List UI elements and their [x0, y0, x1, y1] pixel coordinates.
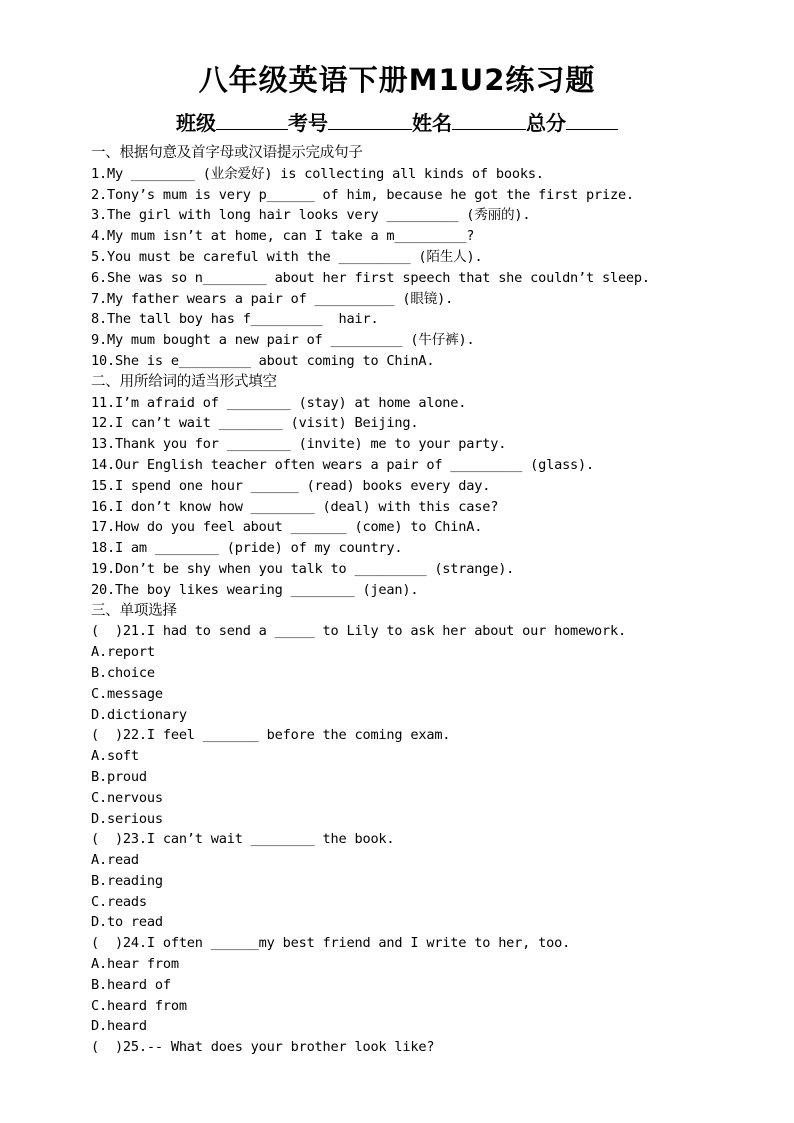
question-item: ( )21.I had to send a _____ to Lily to ask her about our homework.: [91, 623, 626, 640]
answer-option: A.read: [91, 852, 139, 869]
question-item: 15.I spend one hour ______ (read) books every day.: [91, 477, 491, 494]
answer-option: C.nervous: [91, 789, 163, 806]
answer-option: C.message: [91, 685, 163, 702]
question-item: 19.Don’t be shy when you talk to _________ (strange).: [91, 560, 515, 577]
answer-option: C.reads: [91, 893, 147, 910]
question-item: 17.How do you feel about _______ (come) to ChinA.: [91, 519, 483, 536]
question-item: 10.She is e_________ about coming to ChinA.: [91, 352, 435, 369]
student-info-row: [0, 109, 794, 137]
exercise-body: [91, 143, 781, 1058]
answer-option: A.hear from: [91, 956, 179, 973]
name-blank: [452, 109, 526, 130]
number-blank: [328, 109, 412, 130]
class-blank: [216, 109, 288, 130]
question-item: 9.My mum bought a new pair of _________ (牛仔裤).: [91, 332, 475, 349]
question-item: 5.You must be careful with the _________ (陌生人).: [91, 248, 483, 265]
number-label: 考号: [288, 111, 328, 135]
question-item: 14.Our English teacher often wears a pair of _________ (glass).: [91, 456, 595, 473]
question-item: 12.I can’t wait ________ (visit) Beijing.: [91, 415, 419, 432]
answer-option: A.report: [91, 644, 155, 661]
question-item: 1.My ________ (业余爱好) is collecting all kinds of books.: [91, 165, 544, 182]
answer-option: D.to read: [91, 914, 163, 931]
score-blank: [566, 109, 618, 130]
question-item: 16.I don’t know how ________ (deal) with this case?: [91, 498, 499, 515]
question-item: ( )23.I can’t wait ________ the book.: [91, 831, 395, 848]
question-item: ( )25.-- What does your brother look like?: [91, 1039, 435, 1056]
answer-option: D.dictionary: [91, 706, 187, 723]
answer-option: C.heard from: [91, 997, 187, 1014]
question-item: ( )24.I often ______my best friend and I write to her, too.: [91, 935, 571, 952]
page-title: 八年级英语下册M1U2练习题: [198, 63, 596, 97]
question-item: 13.Thank you for ________ (invite) me to your party.: [91, 436, 507, 453]
answer-option: D.serious: [91, 810, 163, 827]
section-heading: 一、根据句意及首字母或汉语提示完成句子: [91, 145, 363, 161]
question-item: ( )22.I feel _______ before the coming exam.: [91, 727, 451, 744]
answer-option: D.heard: [91, 1018, 147, 1035]
question-item: 7.My father wears a pair of __________ (眼镜).: [91, 290, 454, 307]
answer-option: B.reading: [91, 872, 163, 889]
question-item: 2.Tony’s mum is very p______ of him, because he got the first prize.: [91, 186, 634, 203]
answer-option: B.heard of: [91, 976, 171, 993]
name-label: 姓名: [412, 111, 452, 135]
class-label: 班级: [176, 111, 216, 135]
question-item: 18.I am ________ (pride) of my country.: [91, 540, 403, 557]
section-heading: 二、用所给词的适当形式填空: [91, 373, 277, 390]
question-item: 20.The boy likes wearing ________ (jean).: [91, 581, 419, 598]
score-label: 总分: [526, 111, 566, 135]
answer-option: B.choice: [91, 664, 155, 681]
question-item: 3.The girl with long hair looks very _________ (秀丽的).: [91, 207, 531, 224]
question-item: 4.My mum isn’t at home, can I take a m_________?: [91, 228, 475, 245]
answer-option: A.soft: [91, 748, 139, 765]
question-item: 8.The tall boy has f_________ hair.: [91, 311, 379, 328]
question-item: 6.She was so n________ about her first speech that she couldn’t sleep.: [91, 269, 650, 286]
answer-option: B.proud: [91, 768, 147, 785]
question-item: 11.I’m afraid of ________ (stay) at home alone.: [91, 394, 467, 411]
section-heading: 三、单项选择: [91, 602, 177, 619]
